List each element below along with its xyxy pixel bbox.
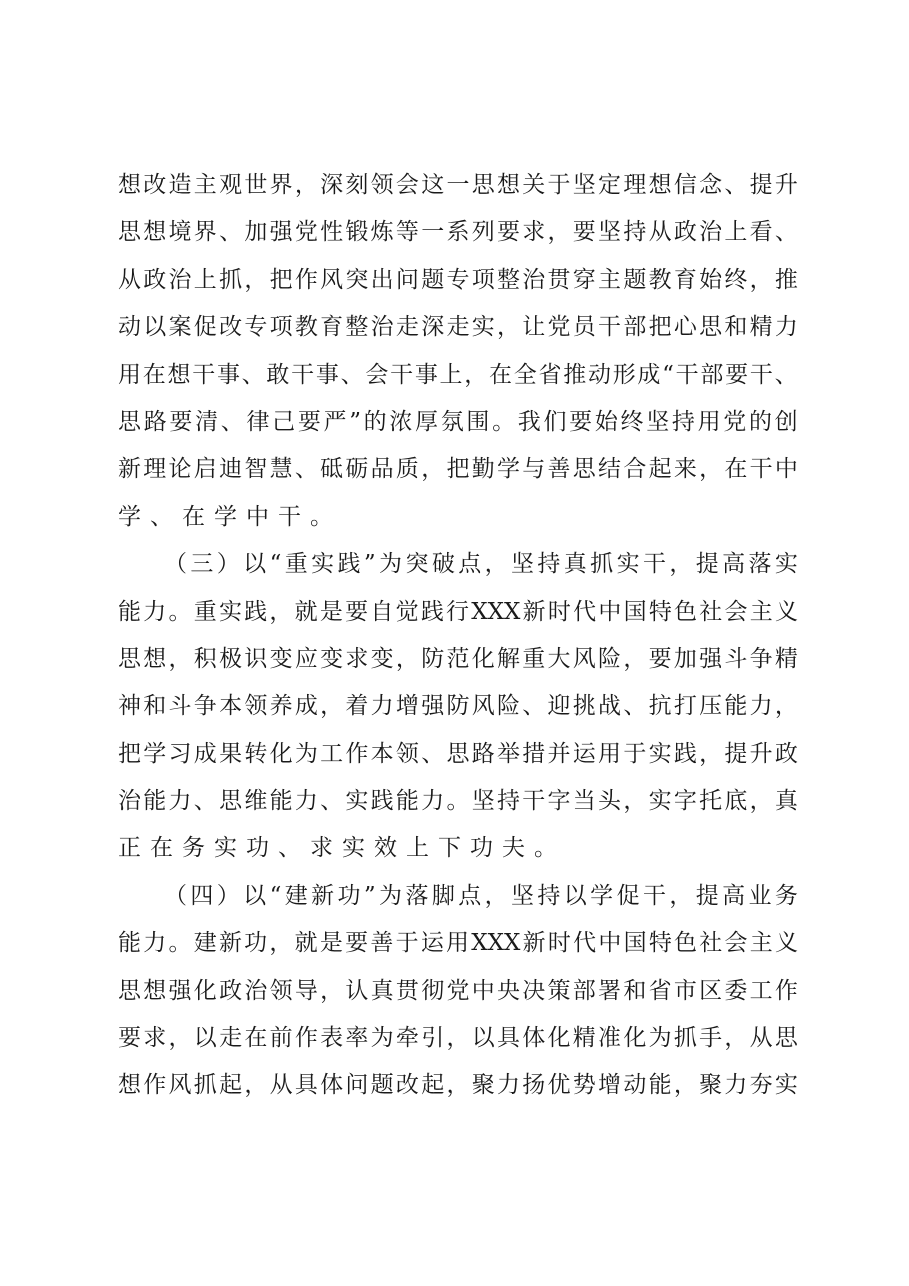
- text-line: 动 以 案 促 改 专 项 教 育 整 治 走 深 走 实 ， 让 党 员 干 部 把 心 思 和 精 力: [118, 314, 798, 341]
- document-body: [118, 162, 798, 1110]
- text-line: 思 想 境 界 、 加 强 党 性 锻 炼 等 一 系 列 要 求 ， 要 坚 持 从 政 治 上 看 、: [118, 219, 798, 246]
- text-line: 要 求 ， 以 走 在 前 作 表 率 为 牵 引 ， 以 具 体 化 精 准 化 为 抓 手 ， 从 思: [118, 1025, 798, 1052]
- text-line: 把 学 习 成 果 转 化 为 工 作 本 领 、 思 路 举 措 并 运 用 于 实 践 ， 提 升 政: [118, 740, 798, 767]
- text-line: 想 作 风 抓 起 ， 从 具 体 问 题 改 起 ， 聚 力 扬 优 势 增 动 能 ， 聚 力 夯 实: [118, 1072, 798, 1099]
- text-line: 正 在 务 实 功 、 求 实 效 上 下 功 夫 。: [118, 835, 557, 862]
- text-line: 能 力 。 建 新 功 ， 就 是 要 善 于 运 用 XXX 新 时 代 中 国 特 色 社 会 主 义: [118, 930, 798, 957]
- text-line: （ 四 ） 以 “ 建 新 功 ” 为 落 脚 点 ， 坚 持 以 学 促 干 ， 提 高 业 务: [164, 882, 798, 909]
- text-line: 思 想 强 化 政 治 领 导 ， 认 真 贯 彻 党 中 央 决 策 部 署 和 省 市 区 委 工 作: [118, 977, 798, 1004]
- text-line: 治 能 力 、 思 维 能 力 、 实 践 能 力 。 坚 持 干 字 当 头 ， 实 字 托 底 ， 真: [118, 788, 798, 815]
- text-line: 思 想 ， 积 极 识 变 应 变 求 变 ， 防 范 化 解 重 大 风 险 ， 要 加 强 斗 争 精: [118, 645, 798, 672]
- text-line: 从 政 治 上 抓 ， 把 作 风 突 出 问 题 专 项 整 治 贯 穿 主 题 教 育 始 终 ， 推: [118, 266, 798, 293]
- text-line: 思 路 要 清 、 律 己 要 严 ” 的 浓 厚 氛 围 。 我 们 要 始 终 坚 持 用 党 的 创: [118, 408, 798, 435]
- text-line: 学 、 在 学 中 干 。: [118, 503, 333, 530]
- text-line: 想 改 造 主 观 世 界 ， 深 刻 领 会 这 一 思 想 关 于 坚 定 理 想 信 念 、 提 升: [118, 172, 798, 198]
- text-line: 神 和 斗 争 本 领 养 成 ， 着 力 增 强 防 风 险 、 迎 挑 战 、 抗 打 压 能 力 ，: [118, 693, 798, 720]
- text-line: （ 三 ） 以 “ 重 实 践 ” 为 突 破 点 ， 坚 持 真 抓 实 干 ， 提 高 落 实: [164, 551, 798, 578]
- text-line: 新 理 论 启 迪 智 慧 、 砥 砺 品 质 ， 把 勤 学 与 善 思 结 合 起 来 ， 在 干 中: [118, 456, 798, 483]
- text-line: 能 力 。 重 实 践 ， 就 是 要 自 觉 践 行 XXX 新 时 代 中 国 特 色 社 会 主 义: [118, 598, 798, 625]
- text-line: 用 在 想 干 事 、 敢 干 事 、 会 干 事 上 ， 在 全 省 推 动 形 成 “ 干 部 要 干 、: [118, 361, 798, 388]
